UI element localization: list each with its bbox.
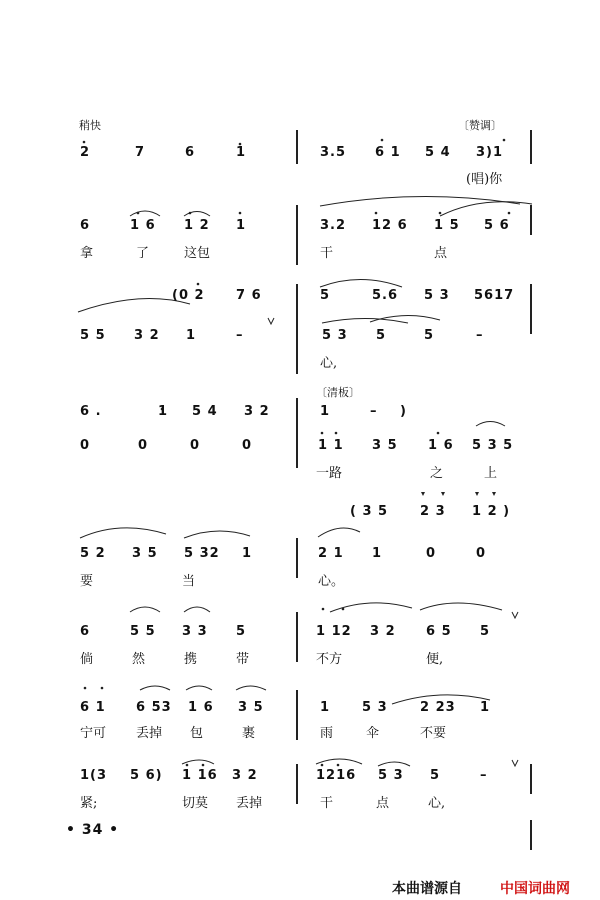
note: 1 xyxy=(480,700,491,715)
note: 1(3 xyxy=(80,768,108,783)
note: 6 5 xyxy=(426,624,452,639)
lyric: 拿 xyxy=(80,246,94,261)
lyric: 当 xyxy=(182,574,196,589)
note: – xyxy=(370,404,378,419)
note: 1 1 xyxy=(318,438,344,453)
note: 5 2 xyxy=(80,546,106,561)
note: 2 23 xyxy=(420,700,456,715)
note: – xyxy=(476,328,484,343)
note: (0 2 xyxy=(172,288,205,303)
note: 1 12 xyxy=(316,624,352,639)
note: 6 xyxy=(185,145,196,160)
note: 0 xyxy=(242,438,253,453)
lyric: 丢掉 xyxy=(136,726,163,741)
lyric: 丢掉 xyxy=(236,796,263,811)
note: 3 5 xyxy=(132,546,158,561)
note: 5 xyxy=(424,328,435,343)
note: 5 3 xyxy=(378,768,404,783)
note: 5 5 xyxy=(130,624,156,639)
note: 0 xyxy=(80,438,91,453)
barline xyxy=(296,690,298,740)
note: 12 6 xyxy=(372,218,408,233)
barline xyxy=(296,284,298,374)
lyric: 不要 xyxy=(420,726,447,741)
lyric: 携 xyxy=(184,652,198,667)
note: 1 xyxy=(372,546,383,561)
lyric: 包 xyxy=(190,726,204,741)
note: 2 3 xyxy=(420,504,446,519)
site-name: 中国词曲网 xyxy=(500,881,570,897)
lyric: 心, xyxy=(428,796,446,811)
lyric: 点 xyxy=(376,796,390,811)
lyric: 心。 xyxy=(318,574,345,589)
barline xyxy=(296,205,298,265)
note: 5 5 xyxy=(80,328,106,343)
note: 5 xyxy=(376,328,387,343)
note: 1 xyxy=(186,328,197,343)
note: 5 4 xyxy=(425,145,451,160)
lyric: 然 xyxy=(132,652,146,667)
note: 1 xyxy=(242,546,253,561)
note: ( 3 5 xyxy=(350,504,389,519)
note: 5 3 xyxy=(362,700,388,715)
note: 5 32 xyxy=(184,546,220,561)
note: ) xyxy=(400,404,407,419)
note: 5 xyxy=(480,624,491,639)
note: 3 5 xyxy=(372,438,398,453)
note: 0 xyxy=(138,438,149,453)
note: 5 xyxy=(430,768,441,783)
note: 7 xyxy=(135,145,146,160)
note: 5 6 xyxy=(484,218,510,233)
lyric: 心, xyxy=(320,356,338,371)
lyric: 带 xyxy=(236,652,250,667)
mode-marking: 〔赞调〕 xyxy=(458,119,502,132)
lyric: 要 xyxy=(80,574,94,589)
note: 0 xyxy=(190,438,201,453)
barline xyxy=(296,130,298,164)
barline xyxy=(530,820,532,850)
note: 6 . xyxy=(80,404,102,419)
lyric: (唱)你 xyxy=(466,172,503,187)
note: 0 xyxy=(426,546,437,561)
note: 5 xyxy=(320,288,331,303)
barline xyxy=(530,764,532,794)
lyric: 紧; xyxy=(80,796,98,811)
lyric: 便, xyxy=(426,652,444,667)
lyric: 一路 xyxy=(316,466,343,481)
note: 3 3 xyxy=(182,624,208,639)
barline xyxy=(296,612,298,662)
note: 2 xyxy=(80,145,91,160)
note: 5617 xyxy=(474,288,515,303)
note: 3 5 xyxy=(238,700,264,715)
note: 6 xyxy=(80,624,91,639)
note: 1 xyxy=(236,218,247,233)
barline xyxy=(296,398,298,468)
lyric: 点 xyxy=(434,246,448,261)
lyric: 上 xyxy=(484,466,498,481)
barline xyxy=(530,284,532,334)
lyric: 之 xyxy=(430,466,444,481)
note: 1 xyxy=(320,700,331,715)
note: 5 3 5 xyxy=(472,438,514,453)
note: 6 53 xyxy=(136,700,172,715)
note: 6 1 xyxy=(80,700,106,715)
section-marking: 〔清板〕 xyxy=(316,386,360,399)
note: 1 xyxy=(236,145,247,160)
note: 3 2 xyxy=(370,624,396,639)
note: 5 3 xyxy=(424,288,450,303)
lyric: 干 xyxy=(320,796,334,811)
note: 1 2 xyxy=(184,218,210,233)
note: 3 2 xyxy=(232,768,258,783)
note: 1216 xyxy=(316,768,357,783)
note: 0 xyxy=(476,546,487,561)
note: 3 2 xyxy=(244,404,270,419)
note: 1 xyxy=(320,404,331,419)
note: 1 5 xyxy=(434,218,460,233)
note: 1 6 xyxy=(428,438,454,453)
note: 6 xyxy=(80,218,91,233)
note: 1 6 xyxy=(188,700,214,715)
lyric: 干 xyxy=(320,246,334,261)
barline xyxy=(296,764,298,804)
lyric: 切莫 xyxy=(182,796,209,811)
lyric: 倘 xyxy=(80,652,94,667)
page-number: • 34 • xyxy=(66,822,120,838)
note: – xyxy=(236,328,244,343)
source-label: 本曲谱源自 xyxy=(392,881,462,897)
tempo-marking: 稍快 xyxy=(79,119,101,132)
note: 2 1 xyxy=(318,546,344,561)
note: 5 3 xyxy=(322,328,348,343)
lyric: 雨 xyxy=(320,726,334,741)
note: 1 xyxy=(158,404,169,419)
lyric: 裹 xyxy=(242,726,256,741)
lyric: 伞 xyxy=(366,726,380,741)
note: 5 6) xyxy=(130,768,163,783)
barline xyxy=(296,538,298,578)
lyric: 不方 xyxy=(316,652,343,667)
note: 1 6 xyxy=(130,218,156,233)
note: 5 xyxy=(236,624,247,639)
note: 7 6 xyxy=(236,288,262,303)
note: 6 1 xyxy=(375,145,401,160)
barline xyxy=(530,205,532,235)
note: 3.2 xyxy=(320,218,347,233)
lyric: 了 xyxy=(136,246,150,261)
note: – xyxy=(480,768,488,783)
note: 5 4 xyxy=(192,404,218,419)
note: 3 2 xyxy=(134,328,160,343)
note: 3.5 xyxy=(320,145,347,160)
lyric: 宁可 xyxy=(80,726,107,741)
note: 5.6 xyxy=(372,288,399,303)
note: 1 16 xyxy=(182,768,218,783)
note: 3)1 xyxy=(476,145,504,160)
barline xyxy=(530,130,532,164)
lyric: 这包 xyxy=(184,246,211,261)
note: 1 2 ) xyxy=(472,504,511,519)
